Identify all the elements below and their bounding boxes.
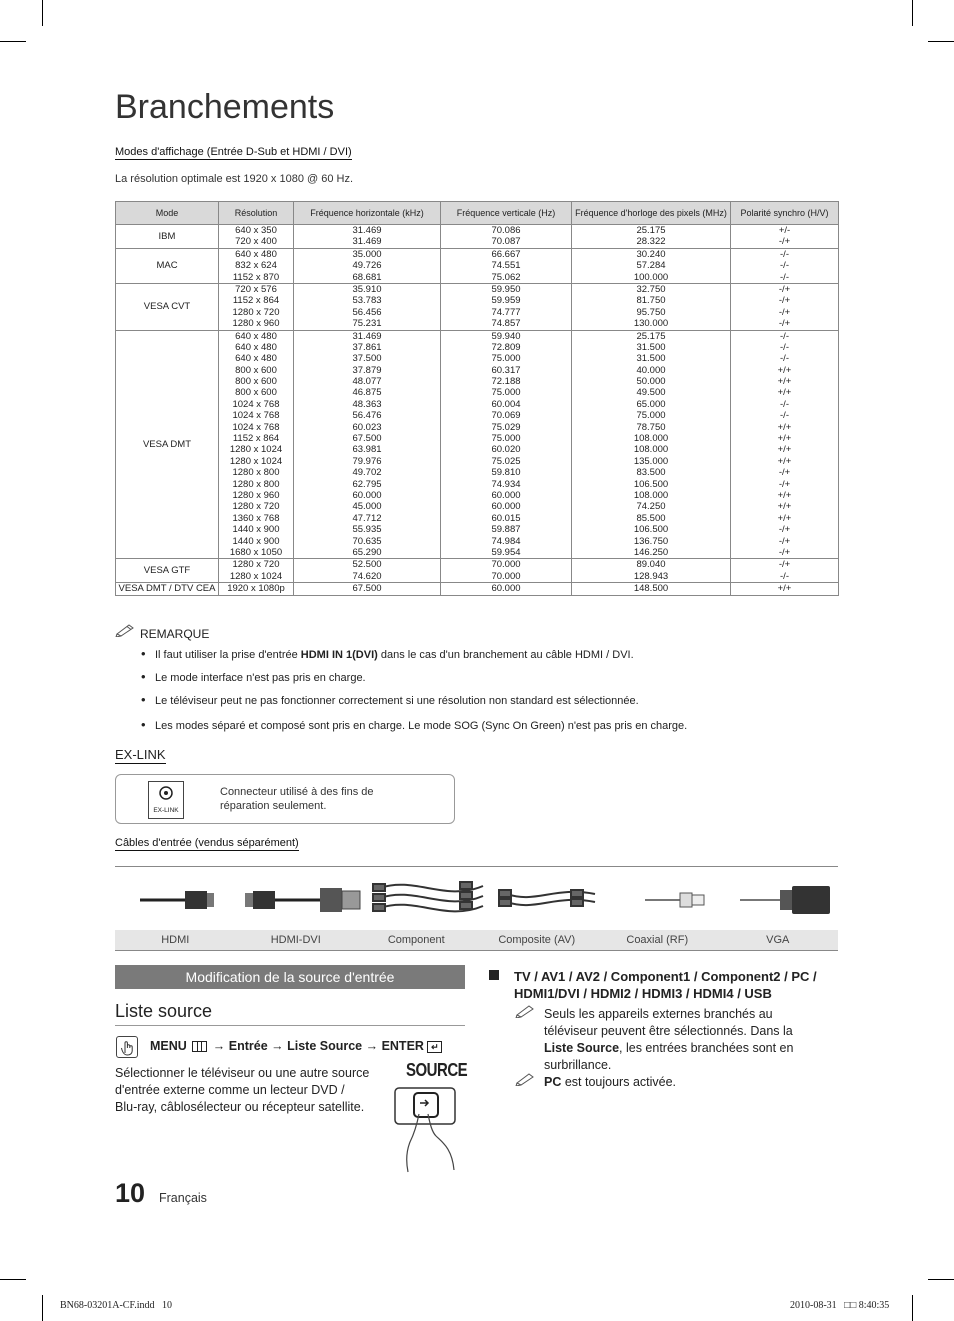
exlink-box xyxy=(115,774,455,824)
table-row xyxy=(116,330,839,559)
cell-value: 59.959 xyxy=(491,295,521,307)
cable-label-component: Component xyxy=(387,934,445,946)
cell-value: 1280 x 1024 xyxy=(229,570,283,582)
cell-value: -/- xyxy=(780,398,789,410)
cell-value: 1280 x 720 xyxy=(232,306,280,318)
cell-value: 640 x 480 xyxy=(235,330,277,342)
cell-value: 62.795 xyxy=(352,478,382,490)
cell-value: 108.000 xyxy=(633,444,669,456)
value-cell xyxy=(219,225,294,249)
cell-value: 74.984 xyxy=(491,535,521,547)
cell-value: 25.175 xyxy=(636,225,666,236)
source-button-illustration xyxy=(392,1060,468,1174)
value-cell xyxy=(219,559,294,583)
value-cell xyxy=(572,330,731,559)
value-cell xyxy=(219,248,294,283)
cell-value: 1024 x 768 xyxy=(232,398,280,410)
value-cell xyxy=(294,225,441,249)
note-text: Le téléviseur peut ne pas fonctionner correctement si une résolution non standard est sélectionnée. xyxy=(155,695,639,707)
note2-bold: PC xyxy=(544,1075,562,1089)
cell-value: 800 x 600 xyxy=(235,364,277,376)
exlink-desc-line2: réparation seulement. xyxy=(220,800,327,812)
cell-value: -/- xyxy=(780,410,789,422)
cell-value: 52.500 xyxy=(352,559,382,571)
value-cell xyxy=(731,583,839,595)
value-cell xyxy=(731,330,839,559)
value-cell xyxy=(441,248,572,283)
cell-value: -/- xyxy=(780,341,789,353)
crop-mark xyxy=(0,1279,26,1280)
cell-value: 1280 x 720 xyxy=(232,559,280,571)
header-pixel-clock: Fréquence d'horloge des pixels (MHz) xyxy=(572,202,731,225)
page-title: Branchements xyxy=(115,88,335,126)
note-text: Il faut utiliser la prise d'entrée xyxy=(155,649,301,661)
cell-value: +/+ xyxy=(777,455,792,467)
header-mode: Mode xyxy=(116,202,219,225)
cell-value: 25.175 xyxy=(636,330,666,342)
cell-value: 45.000 xyxy=(352,501,382,513)
cell-value: 75.029 xyxy=(491,421,521,433)
cell-value: +/+ xyxy=(777,512,792,524)
cell-value: 67.500 xyxy=(352,583,382,595)
cell-value: 1152 x 864 xyxy=(232,295,280,307)
cell-value: 68.681 xyxy=(352,271,382,283)
cell-value: 60.000 xyxy=(352,489,382,501)
cell-value: 31.469 xyxy=(352,330,382,342)
divider xyxy=(115,950,838,951)
cell-value: 74.934 xyxy=(491,478,521,490)
footer-file: BN68-03201A-CF.indd 10 xyxy=(60,1300,172,1311)
cell-value: +/- xyxy=(778,225,791,236)
exlink-heading: EX-LINK xyxy=(115,747,166,762)
cell-value: 1680 x 1050 xyxy=(229,546,283,558)
cell-value: 70.000 xyxy=(491,559,521,571)
cell-value: 31.469 xyxy=(352,236,382,248)
cable-label-hdmi-dvi: HDMI-DVI xyxy=(270,934,321,946)
mode-cell: IBM xyxy=(116,225,219,249)
cell-value: 46.875 xyxy=(352,387,382,399)
cell-value: 70.000 xyxy=(491,570,521,582)
cell-value: 56.476 xyxy=(352,410,382,422)
cell-value: -/+ xyxy=(778,535,791,547)
cell-value: 37.879 xyxy=(352,364,382,376)
cell-value: 74.620 xyxy=(352,570,382,582)
table-row xyxy=(116,283,839,330)
cell-value: 37.500 xyxy=(352,353,382,365)
note-text: Les modes séparé et composé sont pris en charge. Le mode SOG (Sync On Green) n'est pas pris en charge. xyxy=(155,720,688,732)
note-text: Le mode interface n'est pas pris en charge. xyxy=(155,672,366,684)
source-button-label: SOURCE xyxy=(406,1060,468,1081)
cell-value: 720 x 400 xyxy=(235,236,277,248)
input-list-line2: HDMI1/DVI / HDMI2 / HDMI3 / HDMI4 / USB xyxy=(514,986,772,1001)
cell-value: 75.025 xyxy=(491,455,521,467)
cell-value: 640 x 480 xyxy=(235,353,277,365)
cable-label-vga: VGA xyxy=(766,934,790,946)
value-cell xyxy=(441,583,572,595)
cell-value: 31.500 xyxy=(636,353,666,365)
cell-value: 65.000 xyxy=(636,398,666,410)
cable-label-hdmi: HDMI xyxy=(161,934,190,946)
divider xyxy=(115,866,838,867)
cell-value: 1280 x 1024 xyxy=(229,444,283,456)
cell-value: -/- xyxy=(780,260,789,272)
cell-value: 59.810 xyxy=(491,467,521,479)
cell-value: -/+ xyxy=(778,318,791,330)
cell-value: 32.750 xyxy=(636,283,666,295)
divider xyxy=(115,1025,465,1026)
table-row xyxy=(116,583,839,595)
cell-value: 1024 x 768 xyxy=(232,421,280,433)
page-language: Français xyxy=(159,1191,207,1205)
cell-value: 57.284 xyxy=(636,260,666,272)
cell-value: 35.910 xyxy=(352,283,382,295)
cell-value: 108.000 xyxy=(633,433,669,445)
value-cell xyxy=(219,583,294,595)
value-cell xyxy=(294,283,441,330)
value-cell xyxy=(731,248,839,283)
cell-value: 81.750 xyxy=(636,295,666,307)
vga-cable-icon xyxy=(740,886,830,914)
cell-value: 640 x 480 xyxy=(235,248,277,260)
cell-value: -/+ xyxy=(778,236,791,248)
crop-mark xyxy=(928,41,954,42)
cell-value: -/+ xyxy=(778,478,791,490)
cell-value: 1360 x 768 xyxy=(232,512,280,524)
value-cell xyxy=(572,283,731,330)
note1-line2: téléviseur peuvent être sélectionnés. Dans la xyxy=(544,1024,793,1038)
cell-value: 640 x 350 xyxy=(235,225,277,236)
liste-source-title: Liste source xyxy=(115,1001,213,1021)
bullet-square-icon xyxy=(489,970,499,980)
mode-cell: VESA DMT / DTV CEA xyxy=(116,583,219,595)
cell-value: -/- xyxy=(780,570,789,582)
cell-value: 146.250 xyxy=(633,546,669,558)
cell-value: 59.954 xyxy=(491,546,521,558)
mode-cell: VESA DMT xyxy=(116,330,219,559)
cell-value: +/+ xyxy=(777,489,792,501)
cell-value: 75.231 xyxy=(352,318,382,330)
cell-value: 75.000 xyxy=(491,387,521,399)
cables-illustration xyxy=(115,872,838,928)
cell-value: 1152 x 870 xyxy=(232,271,280,283)
cell-value: 1280 x 960 xyxy=(232,489,280,501)
cell-value: 72.188 xyxy=(491,376,521,388)
crop-mark xyxy=(912,0,913,26)
remarque-list xyxy=(140,648,840,742)
value-cell xyxy=(219,283,294,330)
cell-value: -/+ xyxy=(778,546,791,558)
cell-value: 83.500 xyxy=(636,467,666,479)
cell-value: 60.023 xyxy=(352,421,382,433)
cell-value: -/+ xyxy=(778,524,791,536)
note-pencil-icon xyxy=(115,623,137,642)
value-cell xyxy=(294,583,441,595)
exlink-desc-line1: Connecteur utilisé à des fins de xyxy=(220,786,374,798)
cell-value: 70.087 xyxy=(491,236,521,248)
cell-value: 128.943 xyxy=(633,570,669,582)
value-cell xyxy=(572,225,731,249)
coaxial-cable-icon xyxy=(645,893,704,907)
value-cell xyxy=(219,330,294,559)
note2-text: est toujours activée. xyxy=(561,1075,677,1089)
cell-value: 60.020 xyxy=(491,444,521,456)
value-cell xyxy=(572,248,731,283)
cell-value: 70.635 xyxy=(352,535,382,547)
list-item xyxy=(140,694,840,708)
header-horizontal-frequency: Fréquence horizontale (kHz) xyxy=(294,202,441,225)
table-row xyxy=(116,559,839,583)
source-desc-line1: Sélectionner le téléviseur ou une autre source xyxy=(115,1066,370,1080)
table-row xyxy=(116,248,839,283)
cell-value: 79.976 xyxy=(352,455,382,467)
cell-value: -/+ xyxy=(778,306,791,318)
cell-value: 59.940 xyxy=(491,330,521,342)
cell-value: 800 x 600 xyxy=(235,387,277,399)
remarque-label: REMARQUE xyxy=(140,627,210,641)
cell-value: 49.702 xyxy=(352,467,382,479)
footer-date: 2010-08-31 □□ 8:40:35 xyxy=(790,1300,890,1311)
value-cell xyxy=(294,330,441,559)
menu-word: MENU xyxy=(150,1039,187,1053)
cell-value: 106.500 xyxy=(633,478,669,490)
cell-value: 66.667 xyxy=(491,248,521,260)
header-vertical-frequency: Fréquence verticale (Hz) xyxy=(441,202,572,225)
cell-value: 75.000 xyxy=(491,353,521,365)
remote-hand-icon xyxy=(116,1036,138,1058)
cell-value: 65.290 xyxy=(352,546,382,558)
enter-word: ENTER xyxy=(381,1039,424,1053)
cell-value: 30.240 xyxy=(636,248,666,260)
cell-value: 74.551 xyxy=(491,260,521,272)
cell-value: 60.000 xyxy=(491,501,521,513)
cell-value: 48.363 xyxy=(352,398,382,410)
cell-value: 74.777 xyxy=(491,306,521,318)
note-pencil-icon xyxy=(515,1004,537,1023)
cell-value: -/- xyxy=(780,248,789,260)
cell-value: -/+ xyxy=(778,467,791,479)
note-bold: HDMI IN 1(DVI) xyxy=(300,649,378,661)
cell-value: 49.726 xyxy=(352,260,382,272)
component-cable-icon xyxy=(373,882,483,911)
cell-value: 1152 x 864 xyxy=(232,433,280,445)
note1-line4: surbrillance. xyxy=(544,1058,612,1072)
cell-value: 1280 x 1024 xyxy=(229,455,283,467)
hand-pressing-icon xyxy=(392,1062,462,1174)
cell-value: 49.500 xyxy=(636,387,666,399)
cell-value: 1024 x 768 xyxy=(232,410,280,422)
cell-value: 78.750 xyxy=(636,421,666,433)
cell-value: 35.000 xyxy=(352,248,382,260)
cell-value: 74.857 xyxy=(491,318,521,330)
value-cell xyxy=(441,225,572,249)
mode-cell: VESA CVT xyxy=(116,283,219,330)
cell-value: 95.750 xyxy=(636,306,666,318)
hdmi-dvi-cable-icon xyxy=(245,888,360,912)
cell-value: 135.000 xyxy=(633,455,669,467)
optimal-resolution-text: La résolution optimale est 1920 x 1080 @ 60 Hz. xyxy=(115,173,354,185)
cell-value: 1280 x 960 xyxy=(232,318,280,330)
header-resolution: Résolution xyxy=(219,202,294,225)
cell-value: 75.062 xyxy=(491,271,521,283)
cell-value: 75.000 xyxy=(491,433,521,445)
menu-path xyxy=(150,1039,442,1053)
cell-value: 720 x 576 xyxy=(235,283,277,295)
cell-value: -/+ xyxy=(778,295,791,307)
note-text: dans le cas d'un branchement au câble HDMI / DVI. xyxy=(377,649,634,661)
cell-value: 106.500 xyxy=(633,524,669,536)
exlink-icon-label: EX-LINK xyxy=(153,807,179,814)
cell-value: 31.500 xyxy=(636,341,666,353)
cell-value: 136.750 xyxy=(633,535,669,547)
cell-value: 37.861 xyxy=(352,341,382,353)
cell-value: 640 x 480 xyxy=(235,341,277,353)
source-desc-line2: d'entrée externe comme un lecteur DVD / xyxy=(115,1083,345,1097)
cell-value: 85.500 xyxy=(636,512,666,524)
cell-value: +/+ xyxy=(777,376,792,388)
note1-line1: Seuls les appareils externes branchés au xyxy=(544,1007,773,1021)
cell-value: -/- xyxy=(780,271,789,283)
cable-labels-bar xyxy=(115,930,838,950)
cell-value: +/+ xyxy=(777,364,792,376)
page-number: 10 xyxy=(115,1178,146,1208)
list-item xyxy=(140,648,840,662)
cell-value: 1440 x 900 xyxy=(232,524,280,536)
crop-mark xyxy=(912,1295,913,1321)
value-cell xyxy=(441,330,572,559)
cell-value: 1920 x 1080p xyxy=(227,583,285,595)
note1-line3: , les entrées branchées sont en xyxy=(619,1041,794,1055)
cell-value: 50.000 xyxy=(636,376,666,388)
crop-mark xyxy=(42,0,43,26)
cell-value: +/+ xyxy=(777,421,792,433)
cell-value: -/- xyxy=(780,330,789,342)
menu-icon xyxy=(192,1041,207,1052)
cables-heading: Câbles d'entrée (vendus séparément) xyxy=(115,837,299,849)
menu-path-text: → Entrée → Liste Source → xyxy=(209,1039,382,1053)
cell-value: 28.322 xyxy=(636,236,666,248)
cell-value: 1440 x 900 xyxy=(232,535,280,547)
cell-value: 60.015 xyxy=(491,512,521,524)
cable-label-coaxial: Coaxial (RF) xyxy=(626,934,689,946)
note-pencil-icon xyxy=(515,1072,537,1091)
value-cell xyxy=(731,559,839,583)
cell-value: 108.000 xyxy=(633,489,669,501)
cell-value: 59.887 xyxy=(491,524,521,536)
list-item xyxy=(140,671,840,685)
cell-value: 53.783 xyxy=(352,295,382,307)
cell-value: 89.040 xyxy=(636,559,666,571)
cell-value: 48.077 xyxy=(352,376,382,388)
cell-value: 75.000 xyxy=(636,410,666,422)
value-cell xyxy=(441,559,572,583)
table-row xyxy=(116,225,839,249)
cell-value: -/+ xyxy=(778,559,791,571)
cell-value: 55.935 xyxy=(352,524,382,536)
cell-value: 60.000 xyxy=(491,583,521,595)
cell-value: +/+ xyxy=(777,387,792,399)
cell-value: 130.000 xyxy=(633,318,669,330)
cell-value: 60.000 xyxy=(491,489,521,501)
hdmi-cable-icon xyxy=(140,891,214,909)
cell-value: -/- xyxy=(780,353,789,365)
cell-value: 63.981 xyxy=(352,444,382,456)
header-sync-polarity: Polarité synchro (H/V) xyxy=(731,202,839,225)
list-item xyxy=(140,719,840,733)
cell-value: 40.000 xyxy=(636,364,666,376)
cell-value: 1280 x 720 xyxy=(232,501,280,513)
crop-mark xyxy=(42,1295,43,1321)
exlink-port-icon xyxy=(148,781,184,819)
cell-value: 60.004 xyxy=(491,398,521,410)
source-desc-line3: Blu-ray, câblosélecteur ou récepteur satellite. xyxy=(115,1100,365,1114)
cell-value: 31.469 xyxy=(352,225,382,236)
cell-value: 70.069 xyxy=(491,410,521,422)
input-list-line1: TV / AV1 / AV2 / Component1 / Component2 / PC / xyxy=(514,969,817,984)
cell-value: +/+ xyxy=(777,583,792,595)
section-heading-bar: Modification de la source d'entrée xyxy=(115,965,465,989)
cell-value: 72.809 xyxy=(491,341,521,353)
cell-value: 74.250 xyxy=(636,501,666,513)
crop-mark xyxy=(0,41,26,42)
cell-value: 47.712 xyxy=(352,512,382,524)
composite-cable-icon xyxy=(499,890,595,906)
cell-value: +/+ xyxy=(777,433,792,445)
cell-value: +/+ xyxy=(777,501,792,513)
cell-value: 56.456 xyxy=(352,306,382,318)
cell-value: 832 x 624 xyxy=(235,260,277,272)
value-cell xyxy=(731,225,839,249)
mode-cell: MAC xyxy=(116,248,219,283)
mode-cell: VESA GTF xyxy=(116,559,219,583)
cell-value: 1280 x 800 xyxy=(232,467,280,479)
cell-value: 70.086 xyxy=(491,225,521,236)
crop-mark xyxy=(928,1279,954,1280)
display-modes-heading: Modes d'affichage (Entrée D-Sub et HDMI / DVI) xyxy=(115,146,352,158)
table-header-row xyxy=(116,202,839,225)
display-modes-table xyxy=(115,201,839,596)
cell-value: 59.950 xyxy=(491,283,521,295)
value-cell xyxy=(441,283,572,330)
value-cell xyxy=(731,283,839,330)
cable-label-composite: Composite (AV) xyxy=(498,934,576,946)
value-cell xyxy=(572,559,731,583)
cell-value: 148.500 xyxy=(633,583,669,595)
value-cell xyxy=(572,583,731,595)
value-cell xyxy=(294,248,441,283)
cell-value: 800 x 600 xyxy=(235,376,277,388)
cell-value: 1280 x 800 xyxy=(232,478,280,490)
cell-value: 100.000 xyxy=(633,271,669,283)
value-cell xyxy=(294,559,441,583)
enter-icon: ↵ xyxy=(427,1041,442,1053)
cell-value: 60.317 xyxy=(491,364,521,376)
note1-bold: Liste Source xyxy=(544,1041,620,1055)
cell-value: 67.500 xyxy=(352,433,382,445)
cell-value: +/+ xyxy=(777,444,792,456)
cell-value: -/+ xyxy=(778,283,791,295)
